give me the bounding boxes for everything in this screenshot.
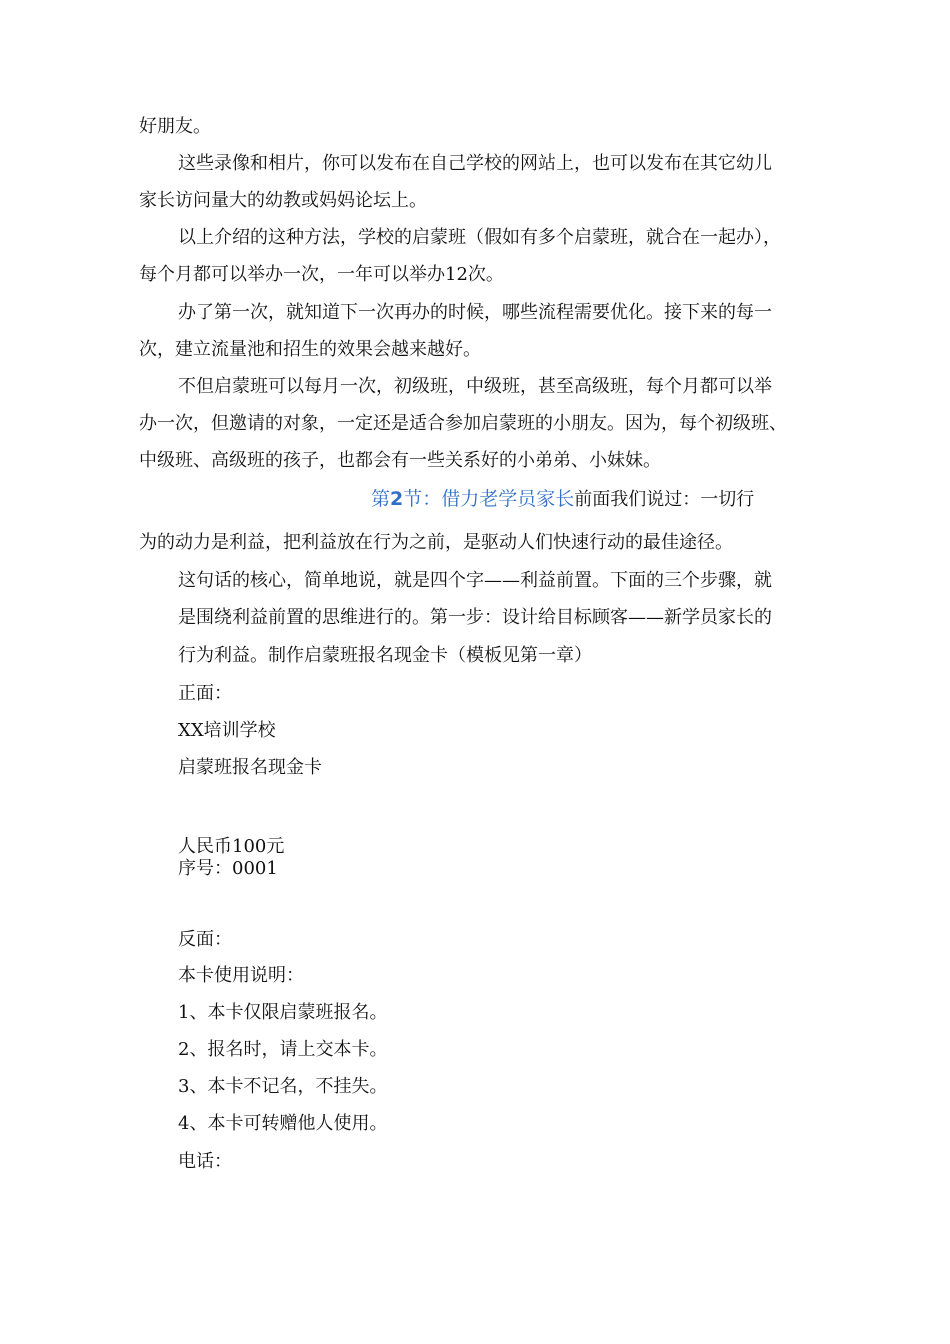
paragraph-line: 中级班、高级班的孩子，也都会有一些关系好的小弟弟、小妹妹。 xyxy=(139,450,661,471)
card-back-label: 反面： xyxy=(178,929,232,950)
paragraph-line: 为的动力是利益，把利益放在行为之前，是驱动人们快速行动的最佳途径。 xyxy=(139,532,733,553)
heading-prefix: 第 xyxy=(371,488,391,510)
heading-number: 2 xyxy=(390,488,404,510)
card-phone: 电话： xyxy=(178,1151,232,1172)
card-rule: 4、本卡可转赠他人使用。 xyxy=(178,1113,388,1134)
paragraph-line: 不但启蒙班可以每月一次，初级班，中级班，甚至高级班，每个月都可以举 xyxy=(178,376,772,397)
paragraph-line: 行为利益。制作启蒙班报名现金卡（模板见第一章） xyxy=(178,645,592,666)
paragraph-line: 每个月都可以举办一次，一年可以举办12次。 xyxy=(139,264,504,285)
card-amount: 人民币100元 xyxy=(178,836,285,857)
card-rule: 1、本卡仅限启蒙班报名。 xyxy=(178,1002,388,1023)
paragraph-line: 以上介绍的这种方法，学校的启蒙班（假如有多个启蒙班，就合在一起办）， xyxy=(178,227,781,248)
card-instructions-title: 本卡使用说明： xyxy=(178,965,304,986)
card-school-name: XX培训学校 xyxy=(178,720,276,741)
paragraph-line: 这些录像和相片，你可以发布在自己学校的网站上，也可以发布在其它幼儿 xyxy=(178,153,772,174)
card-rule: 3、本卡不记名，不挂失。 xyxy=(178,1076,388,1097)
paragraph-line: 是围绕利益前置的思维进行的。第一步：设计给目标顾客——新学员家长的 xyxy=(178,607,772,628)
heading-title: 节：借力老学员家长 xyxy=(403,488,575,510)
section-heading xyxy=(371,488,574,510)
section-heading-line xyxy=(371,488,950,511)
card-rule: 2、报名时，请上交本卡。 xyxy=(178,1039,388,1060)
paragraph-line: 这句话的核心，简单地说，就是四个字——利益前置。下面的三个步骤，就 xyxy=(178,570,772,591)
paragraph-line: 办一次，但邀请的对象，一定还是适合参加启蒙班的小朋友。因为，每个初级班、 xyxy=(139,413,787,434)
paragraph-line: 次，建立流量池和招生的效果会越来越好。 xyxy=(139,339,481,360)
heading-inline-text: 前面我们说过：一切行 xyxy=(574,489,755,510)
card-title: 启蒙班报名现金卡 xyxy=(178,757,322,778)
card-serial: 序号：0001 xyxy=(178,858,278,879)
card-front-label: 正面： xyxy=(178,683,232,704)
paragraph-line: 家长访问量大的幼教或妈妈论坛上。 xyxy=(139,190,427,211)
paragraph-line: 好朋友。 xyxy=(139,116,211,137)
paragraph-line: 办了第一次，就知道下一次再办的时候，哪些流程需要优化。接下来的每一 xyxy=(178,302,772,323)
